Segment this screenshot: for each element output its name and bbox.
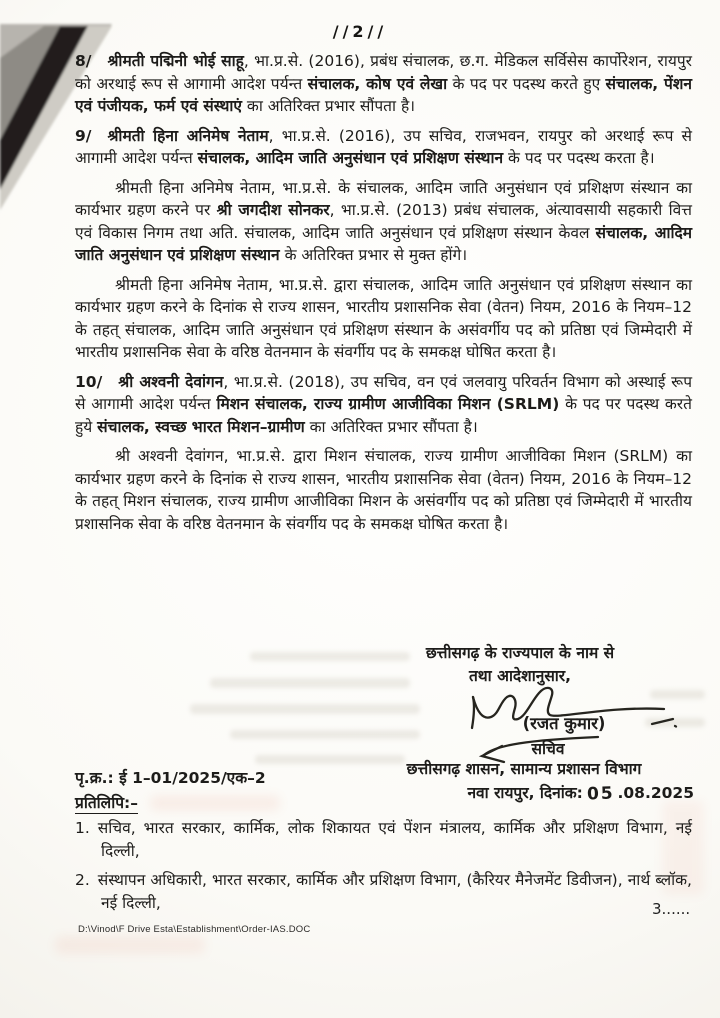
copy-text: सचिव, भारत सरकार, कार्मिक, लोक शिकायत एवं पेंशन मंत्रालय, कार्मिक और प्रशिक्षण विभाग, नई दिल्ली,	[97, 819, 692, 860]
item-text: श्रीमती पद्मिनी भोई साहू, भा.प्र.से. (2016), प्रबंध संचालक, छ.ग. मेडिकल सर्विसेस कार्पोरेशन, रायपुर को अरथाई रूप से आगामी आदेश पर्यन्त संचालक, कोष एवं लेखा के पद पर पदस्थ करते हुए संचालक, पेंशन एवं पंजीयक, फर्म एवं संस्थाएं का अतिरिक्त प्रभार सौंपता है।	[75, 52, 692, 115]
printed-date: .08.2025	[617, 784, 694, 802]
signer-department: छत्तीसगढ़ शासन, सामान्य प्रशासन विभाग	[406, 760, 642, 778]
item-number: 10/	[75, 372, 103, 391]
signature-authority-line: छत्तीसगढ़ के राज्यपाल के नाम से	[425, 644, 615, 662]
reference-number: पृ.क्र.: ई 1–01/2025/एक–2	[75, 769, 266, 787]
item-text: श्रीमती हिना अनिमेष नेताम, भा.प्र.से. (2016), उप सचिव, राजभवन, रायपुर को अरथाई रूप से आगामी आदेश पर्यन्त संचालक, आदिम जाति अनुसंधान एवं प्रशिक्षण संस्थान के पद पर पदस्थ करता है।	[75, 126, 692, 167]
order-body	[75, 50, 692, 542]
item-text: श्रीमती हिना अनिमेष नेताम, भा.प्र.से. के संचालक, आदिम जाति अनुसंधान एवं प्रशिक्षण संस्थान का कार्यभार ग्रहण करने पर श्री जगदीश सोनकर, भा.प्र.से. (2013) प्रबंध संचालक, अंत्यावसायी सहकारी वित्त एवं विकास निगम तथा अति. संचालक, आदिम जाति अनुसंधान एवं प्रशिक्षण संस्थान केवल संचालक, आदिम जाति अनुसंधान एवं प्रशिक्षण संस्थान के अतिरिक्त प्रभार से मुक्त होंगे।	[75, 178, 693, 264]
continuation-mark: 3......	[652, 900, 691, 918]
signer-name: (रजत कुमार)	[522, 714, 606, 733]
bleedthrough-smudge	[230, 730, 420, 739]
item-number: 8/	[75, 52, 92, 70]
signer-title: सचिव	[531, 740, 565, 758]
document-file-path: D:\Vinod\F Drive Esta\Establishment\Order-IAS.DOC	[78, 924, 311, 935]
order-item-10-para-2	[75, 445, 692, 535]
order-item-9-para-2	[75, 177, 692, 267]
copy-recipient	[75, 869, 692, 914]
scan-stain	[55, 936, 205, 954]
handwritten-date: 05	[586, 783, 615, 805]
copy-to-label: प्रतिलिपि:–	[75, 794, 138, 812]
signature-order-line: तथा आदेशानुसार,	[468, 667, 572, 685]
order-item-9	[75, 125, 692, 170]
order-item-8	[75, 50, 692, 118]
item-text: श्रीमती हिना अनिमेष नेताम, भा.प्र.से. द्वारा संचालक, आदिम जाति अनुसंधान एवं प्रशिक्षण संस्थान का कार्यभार ग्रहण करने के दिनांक से राज्य शासन, भारतीय प्रशासनिक सेवा (वेतन) नियम, 2016 के नियम–12 के तहत् संचालक, आदिम जाति अनुसंधान एवं प्रशिक्षण संस्थान के असंवर्गीय पद को प्रतिष्ठा एवं जिम्मेदारी में भारतीय प्रशासनिक सेवा के वरिष्ठ वेतनमान के संवर्गीय पद के समकक्ष घोषित करता है।	[75, 275, 692, 361]
scan-stain	[150, 795, 280, 811]
copy-number: 1.	[75, 819, 90, 837]
place-date-label: नवा रायपुर, दिनांक:	[467, 784, 583, 802]
copy-number: 2.	[75, 871, 90, 889]
item-number: 9/	[75, 126, 92, 145]
order-item-9-para-3	[75, 274, 692, 364]
order-item-10	[75, 371, 692, 439]
page-number-header: //2//	[332, 22, 388, 41]
copy-recipient	[75, 817, 692, 862]
bleedthrough-smudge	[190, 704, 420, 714]
place-and-date	[352, 781, 694, 803]
copy-text: संस्थापन अधिकारी, भारत सरकार, कार्मिक और प्रशिक्षण विभाग, (कैरियर मैनेजमेंट डिवीजन), नार्थ ब्लॉक, नई दिल्ली,	[97, 871, 692, 912]
item-text: श्री अश्वनी देवांगन, भा.प्र.से. द्वारा मिशन संचालक, राज्य ग्रामीण आजीविका मिशन (SRLM) का कार्यभार ग्रहण करने के दिनांक से राज्य शासन, भारतीय प्रशासनिक सेवा (वेतन) नियम, 2016 के नियम–12 के तहत् मिशन संचालक, राज्य ग्रामीण आजीविका मिशन के असंवर्गीय पद को प्रतिष्ठा एवं जिम्मेदारी में भारतीय प्रशासनिक सेवा के वरिष्ठ वेतनमान के संवर्गीय पद के समकक्ष घोषित करता है।	[75, 447, 692, 533]
item-text: श्री अश्वनी देवांगन, भा.प्र.से. (2018), उप सचिव, वन एवं जलवायु परिवर्तन विभाग को अस्थाई रूप से आगामी आदेश पर्यन्त मिशन संचालक, राज्य ग्रामीण आजीविका मिशन (SRLM) के पद पर पदस्थ करते हुये संचालक, स्वच्छ भारत मिशन–ग्रामीण का अतिरिक्त प्रभार सौंपता है।	[75, 372, 692, 436]
copy-recipient-list	[75, 817, 692, 921]
